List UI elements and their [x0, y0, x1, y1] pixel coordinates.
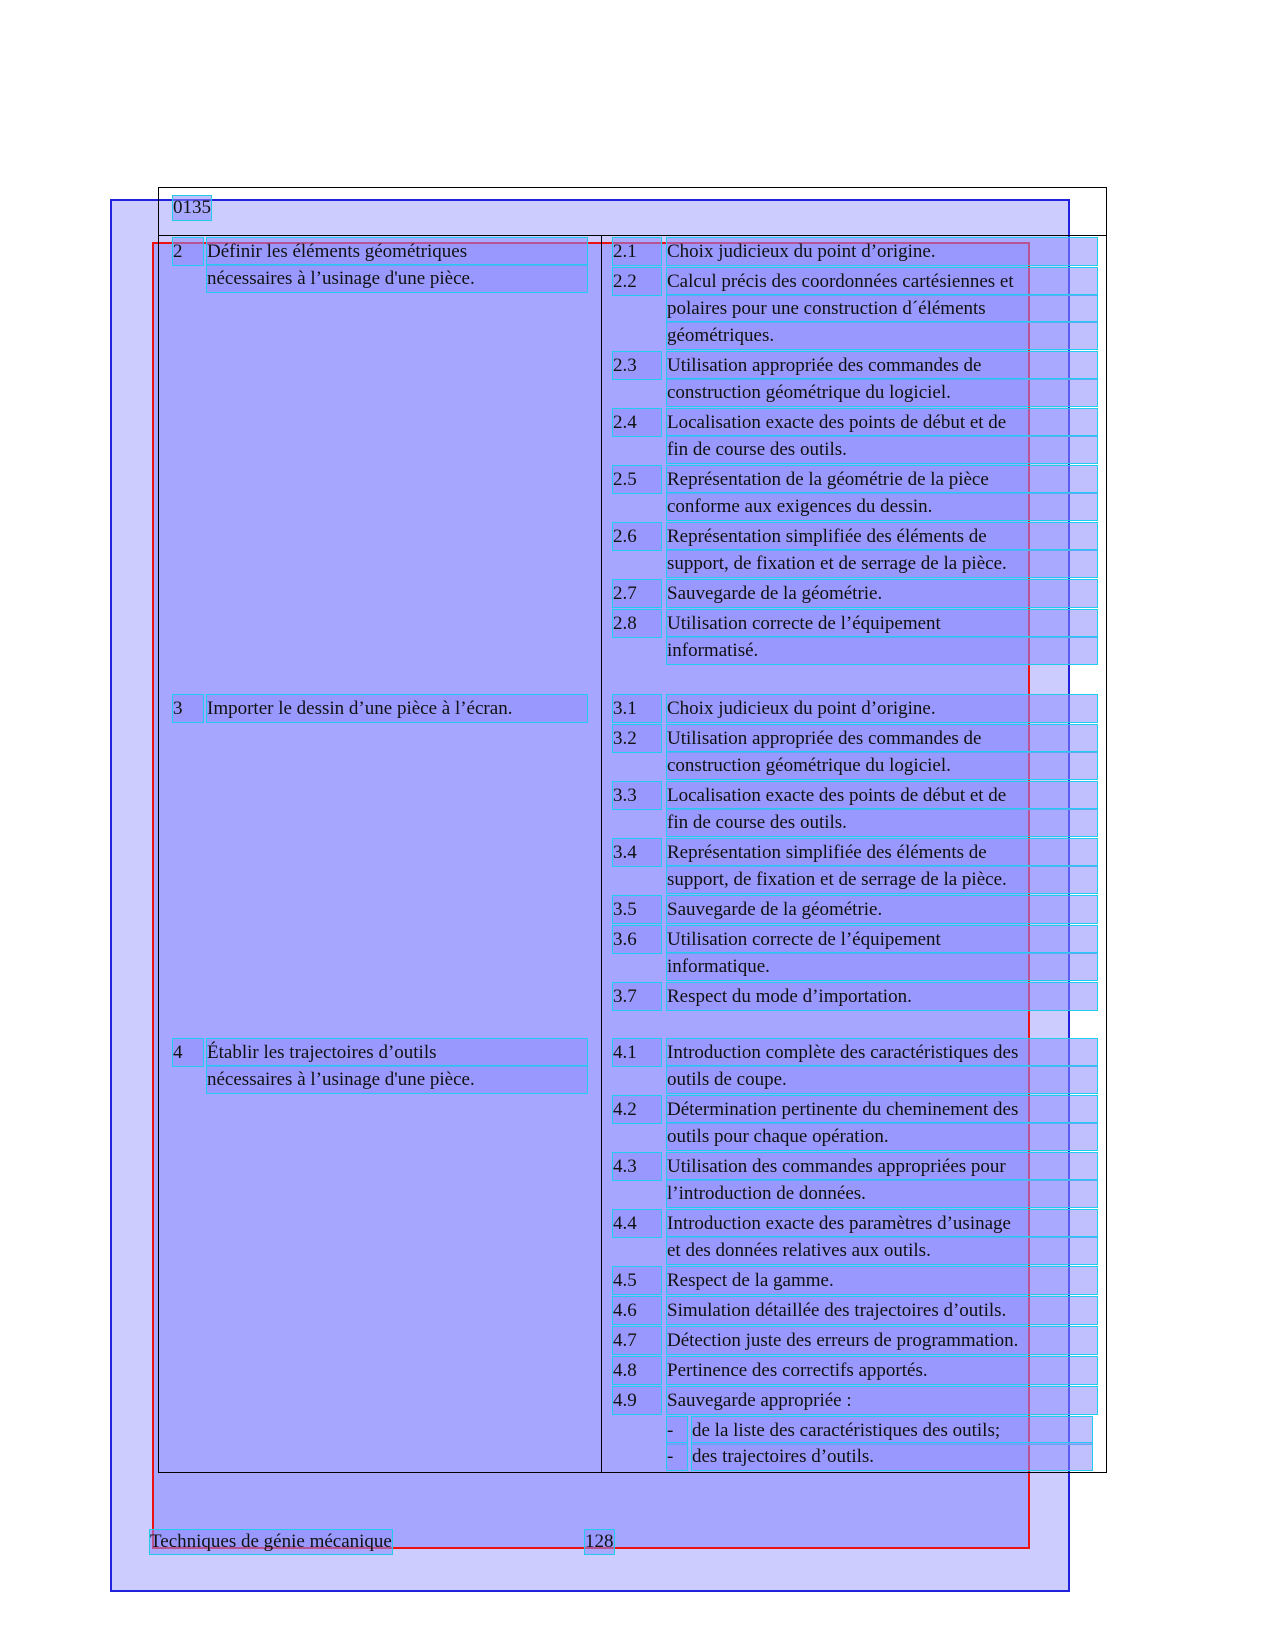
criterion-text: support, de fixation et de serrage de la pièce. — [667, 866, 1097, 893]
objective-text-line: nécessaires à l’usinage d'une pièce. — [207, 1066, 587, 1093]
objective-text-line: nécessaires à l’usinage d'une pièce. — [207, 265, 587, 292]
criterion-text: et des données relatives aux outils. — [667, 1237, 1097, 1264]
criterion-text: construction géométrique du logiciel. — [667, 752, 1097, 779]
criterion-number: 3.3 — [613, 782, 661, 809]
criterion-number: 4.2 — [613, 1096, 661, 1123]
list-dash: - — [667, 1443, 687, 1470]
criterion-number: 3.1 — [613, 695, 661, 722]
criterion-text: fin de course des outils. — [667, 436, 1097, 463]
criterion-number: 2.6 — [613, 523, 661, 550]
criterion-number: 4.6 — [613, 1297, 661, 1324]
list-item: de la liste des caractéristiques des outils; — [692, 1417, 1092, 1444]
criterion-text: Représentation de la géométrie de la pièce — [667, 466, 1097, 493]
criterion-text: fin de course des outils. — [667, 809, 1097, 836]
criterion-number: 4.4 — [613, 1210, 661, 1237]
criterion-text: construction géométrique du logiciel. — [667, 379, 1097, 406]
criterion-number: 3.2 — [613, 725, 661, 752]
criterion-text: Sauvegarde de la géométrie. — [667, 896, 1097, 923]
criterion-text: Introduction exacte des paramètres d’usinage — [667, 1210, 1097, 1237]
criterion-text: informatique. — [667, 953, 1097, 980]
criterion-number: 2.3 — [613, 352, 661, 379]
objective-number: 2 — [173, 238, 203, 265]
criterion-number: 4.9 — [613, 1387, 661, 1414]
objective-text-line: Définir les éléments géométriques — [207, 238, 587, 265]
criterion-text: Utilisation appropriée des commandes de — [667, 725, 1097, 752]
criterion-text: conforme aux exigences du dessin. — [667, 493, 1097, 520]
criterion-text: géométriques. — [667, 322, 1097, 349]
criterion-text: informatisé. — [667, 637, 1097, 664]
page-number: 128 — [585, 1531, 614, 1552]
criterion-text: Choix judicieux du point d’origine. — [667, 695, 1097, 722]
criterion-text: Utilisation appropriée des commandes de — [667, 352, 1097, 379]
criterion-text: support, de fixation et de serrage de la pièce. — [667, 550, 1097, 577]
criterion-number: 2.8 — [613, 610, 661, 637]
criterion-text: Introduction complète des caractéristiques des — [667, 1039, 1097, 1066]
criterion-number: 3.5 — [613, 896, 661, 923]
criterion-text: Sauvegarde appropriée : — [667, 1387, 1097, 1414]
criterion-number: 2.2 — [613, 268, 661, 295]
objective-text-line: Établir les trajectoires d’outils — [207, 1039, 587, 1066]
criterion-number: 2.5 — [613, 466, 661, 493]
competency-code: 0135 — [173, 197, 211, 218]
criterion-text: Représentation simplifiée des éléments de — [667, 523, 1097, 550]
criterion-text: Détermination pertinente du cheminement des — [667, 1096, 1097, 1123]
criterion-text: Localisation exacte des points de début et de — [667, 782, 1097, 809]
criterion-text: Simulation détaillée des trajectoires d’outils. — [667, 1297, 1097, 1324]
criterion-text: Sauvegarde de la géométrie. — [667, 580, 1097, 607]
criterion-text: Choix judicieux du point d’origine. — [667, 238, 1097, 265]
criterion-number: 2.4 — [613, 409, 661, 436]
objective-number: 4 — [173, 1039, 203, 1066]
criterion-text: Représentation simplifiée des éléments de — [667, 839, 1097, 866]
criterion-text: Utilisation correcte de l’équipement — [667, 610, 1097, 637]
criterion-number: 4.5 — [613, 1267, 661, 1294]
criterion-number: 3.7 — [613, 983, 661, 1010]
criterion-text: outils de coupe. — [667, 1066, 1097, 1093]
objective-number: 3 — [173, 695, 203, 722]
criterion-text: Respect du mode d’importation. — [667, 983, 1097, 1010]
criterion-text: outils pour chaque opération. — [667, 1123, 1097, 1150]
criterion-number: 3.6 — [613, 926, 661, 953]
criterion-text: Calcul précis des coordonnées cartésiennes et — [667, 268, 1097, 295]
criterion-text: Pertinence des correctifs apportés. — [667, 1357, 1097, 1384]
footer-title: Techniques de génie mécanique — [150, 1531, 392, 1552]
list-dash: - — [667, 1417, 687, 1444]
criterion-number: 4.8 — [613, 1357, 661, 1384]
criterion-text: l’introduction de données. — [667, 1180, 1097, 1207]
objective-text-line: Importer le dessin d’une pièce à l’écran. — [207, 695, 587, 722]
criterion-number: 4.3 — [613, 1153, 661, 1180]
criterion-text: polaires pour une construction d´éléments — [667, 295, 1097, 322]
criterion-number: 3.4 — [613, 839, 661, 866]
criterion-number: 4.7 — [613, 1327, 661, 1354]
criterion-text: Respect de la gamme. — [667, 1267, 1097, 1294]
code-row — [159, 188, 1106, 236]
column-divider — [601, 236, 602, 1472]
criterion-text: Détection juste des erreurs de programmation. — [667, 1327, 1097, 1354]
criterion-text: Utilisation des commandes appropriées pour — [667, 1153, 1097, 1180]
criterion-number: 4.1 — [613, 1039, 661, 1066]
criterion-number: 2.1 — [613, 238, 661, 265]
competency-table — [158, 187, 1107, 1473]
criterion-text: Localisation exacte des points de début et de — [667, 409, 1097, 436]
list-item: des trajectoires d’outils. — [692, 1443, 1092, 1470]
criterion-number: 2.7 — [613, 580, 661, 607]
criterion-text: Utilisation correcte de l’équipement — [667, 926, 1097, 953]
